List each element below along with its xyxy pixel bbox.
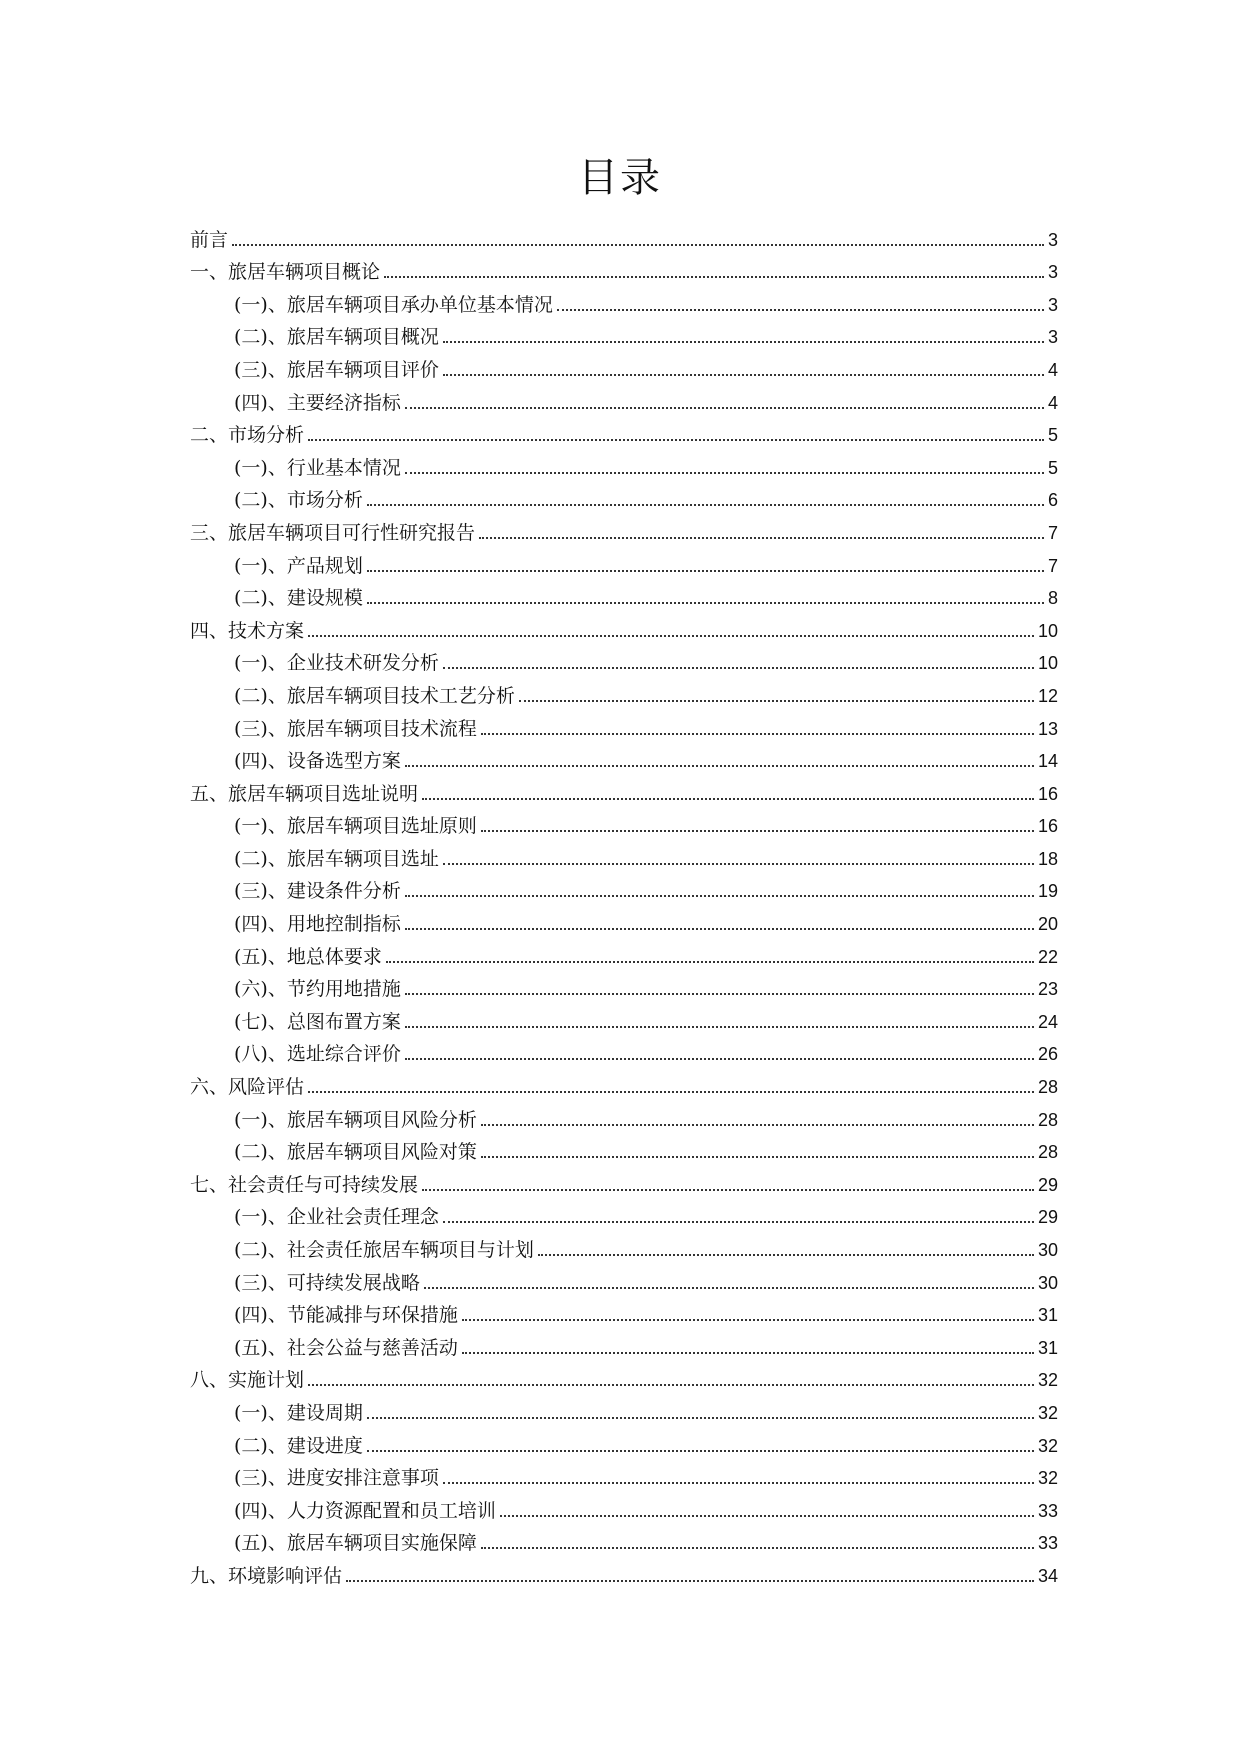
dot-leader: [346, 1580, 1034, 1582]
toc-entry-label: 五、旅居车辆项目选址说明: [190, 782, 419, 805]
dot-leader: [481, 733, 1034, 735]
toc-entry-page-number: 32: [1037, 1435, 1058, 1456]
dot-leader: [519, 700, 1034, 702]
toc-entry-label: 八、实施计划: [190, 1369, 305, 1392]
toc-entry-label: 前言: [190, 228, 229, 251]
toc-entry[interactable]: [190, 545, 1058, 578]
toc-entry-page-number: 4: [1047, 359, 1058, 380]
toc-entry-label: (二)、旅居车辆项目技术工艺分析: [234, 684, 515, 707]
toc-entry-label: (一)、产品规划: [234, 554, 363, 577]
dot-leader: [500, 1515, 1034, 1517]
dot-leader: [443, 341, 1044, 343]
toc-entry-page-number: 28: [1037, 1077, 1058, 1098]
toc-entry[interactable]: [190, 252, 1058, 285]
toc-entry-label: (一)、旅居车辆项目选址原则: [234, 815, 477, 838]
toc-entry-page-number: 3: [1047, 262, 1058, 283]
toc-entry-page-number: 24: [1037, 1011, 1058, 1032]
toc-entry-label: (一)、旅居车辆项目承办单位基本情况: [234, 293, 553, 316]
dot-leader: [462, 1319, 1034, 1321]
toc-entry[interactable]: [190, 480, 1058, 513]
toc-entry-label: (四)、设备选型方案: [234, 750, 401, 773]
dot-leader: [422, 1189, 1034, 1191]
toc-entry-label: (四)、节能减排与环保措施: [234, 1304, 458, 1327]
dot-leader: [386, 961, 1034, 963]
toc-entry-label: 四、技术方案: [190, 619, 305, 642]
dot-leader: [308, 635, 1034, 637]
toc-entry-label: (一)、企业技术研发分析: [234, 652, 439, 675]
toc-entry-page-number: 33: [1037, 1533, 1058, 1554]
toc-entry-label: 一、旅居车辆项目概论: [190, 261, 381, 284]
toc-entry[interactable]: [190, 1229, 1058, 1262]
toc-entry[interactable]: [190, 1066, 1058, 1099]
toc-entry-page-number: 16: [1037, 816, 1058, 837]
toc-entry[interactable]: [190, 317, 1058, 350]
dot-leader: [462, 1352, 1034, 1354]
dot-leader: [422, 798, 1034, 800]
toc-entry-label: (三)、建设条件分析: [234, 880, 401, 903]
toc-entry-page-number: 4: [1047, 392, 1058, 413]
toc-entry[interactable]: [190, 1490, 1058, 1523]
toc-entry-label: (二)、建设规模: [234, 587, 363, 610]
dot-leader: [481, 1124, 1034, 1126]
dot-leader: [405, 1058, 1034, 1060]
toc-entry-page-number: 5: [1047, 425, 1058, 446]
toc-entry-page-number: 14: [1037, 751, 1058, 772]
toc-entry-page-number: 7: [1047, 522, 1058, 543]
toc-entry-label: 二、市场分析: [190, 424, 305, 447]
toc-entry[interactable]: [190, 415, 1058, 448]
toc-entry-page-number: 6: [1047, 490, 1058, 511]
toc-entry-page-number: 34: [1037, 1565, 1058, 1586]
toc-entry-page-number: 19: [1037, 881, 1058, 902]
toc-entry-label: (一)、企业社会责任理念: [234, 1206, 439, 1229]
toc-entry-page-number: 30: [1037, 1272, 1058, 1293]
toc-entry[interactable]: [190, 1034, 1058, 1067]
toc-entry[interactable]: [190, 1327, 1058, 1360]
dot-leader: [479, 537, 1044, 539]
dot-leader: [481, 830, 1034, 832]
toc-entry[interactable]: [190, 1262, 1058, 1295]
toc-entry-page-number: 3: [1047, 294, 1058, 315]
dot-leader: [443, 863, 1034, 865]
toc-entry-label: 六、风险评估: [190, 1076, 305, 1099]
dot-leader: [232, 244, 1044, 246]
toc-entry[interactable]: [190, 512, 1058, 545]
toc-entry-page-number: 10: [1037, 653, 1058, 674]
toc-entry[interactable]: [190, 1555, 1058, 1588]
toc-entry[interactable]: [190, 969, 1058, 1002]
toc-entry[interactable]: [190, 1425, 1058, 1458]
toc-entry-label: (四)、用地控制指标: [234, 913, 401, 936]
toc-entry[interactable]: [190, 1197, 1058, 1230]
toc-entry[interactable]: [190, 643, 1058, 676]
dot-leader: [405, 765, 1034, 767]
toc-entry-page-number: 28: [1037, 1142, 1058, 1163]
toc-entry-page-number: 20: [1037, 914, 1058, 935]
toc-entry-label: (四)、主要经济指标: [234, 391, 401, 414]
dot-leader: [367, 504, 1044, 506]
toc-title: 目录: [578, 155, 662, 201]
dot-leader: [424, 1287, 1034, 1289]
toc-entry-page-number: 3: [1047, 229, 1058, 250]
toc-entry[interactable]: [190, 936, 1058, 969]
toc-entry-page-number: 18: [1037, 848, 1058, 869]
dot-leader: [308, 439, 1044, 441]
toc-entry[interactable]: [190, 284, 1058, 317]
dot-leader: [367, 1417, 1034, 1419]
toc-entry[interactable]: [190, 675, 1058, 708]
toc-entry-page-number: 31: [1037, 1305, 1058, 1326]
toc-entry-label: 七、社会责任与可持续发展: [190, 1173, 419, 1196]
toc-entry[interactable]: [190, 219, 1058, 252]
toc-entry-label: (五)、旅居车辆项目实施保障: [234, 1532, 477, 1555]
toc-entry-page-number: 12: [1037, 685, 1058, 706]
toc-entry-label: (三)、可持续发展战略: [234, 1271, 420, 1294]
toc-entry[interactable]: [190, 871, 1058, 904]
dot-leader: [557, 309, 1044, 311]
toc-entry-page-number: 31: [1037, 1337, 1058, 1358]
toc-entry-label: (二)、建设进度: [234, 1434, 363, 1457]
dot-leader: [443, 1221, 1034, 1223]
toc-entry-page-number: 23: [1037, 979, 1058, 1000]
dot-leader: [405, 407, 1044, 409]
table-of-contents: [190, 219, 1058, 1588]
toc-entry-label: (五)、地总体要求: [234, 945, 382, 968]
toc-entry-label: (二)、市场分析: [234, 489, 363, 512]
toc-entry-page-number: 5: [1047, 457, 1058, 478]
toc-entry[interactable]: [190, 1392, 1058, 1425]
toc-entry-label: (二)、社会责任旅居车辆项目与计划: [234, 1239, 534, 1261]
dot-leader: [481, 1547, 1034, 1549]
toc-entry[interactable]: [190, 1001, 1058, 1034]
toc-entry-page-number: 32: [1037, 1370, 1058, 1391]
toc-entry-label: (一)、建设周期: [234, 1401, 363, 1424]
toc-entry-page-number: 16: [1037, 783, 1058, 804]
toc-entry-page-number: 30: [1037, 1240, 1058, 1260]
toc-entry-page-number: 7: [1047, 555, 1058, 576]
dot-leader: [367, 1450, 1034, 1452]
toc-entry[interactable]: [190, 1523, 1058, 1556]
toc-entry-label: (七)、总图布置方案: [234, 1010, 401, 1033]
toc-entry-page-number: 32: [1037, 1402, 1058, 1423]
toc-entry[interactable]: [190, 708, 1058, 741]
dot-leader: [405, 895, 1034, 897]
toc-entry[interactable]: [190, 1132, 1058, 1165]
toc-entry-page-number: 29: [1037, 1174, 1058, 1195]
toc-entry[interactable]: [190, 806, 1058, 839]
dot-leader: [367, 570, 1044, 572]
toc-entry[interactable]: [190, 903, 1058, 936]
dot-leader: [384, 276, 1044, 278]
toc-entry-label: (一)、行业基本情况: [234, 456, 401, 479]
toc-entry-page-number: 10: [1037, 620, 1058, 641]
toc-entry[interactable]: [190, 741, 1058, 774]
toc-entry-label: (五)、社会公益与慈善活动: [234, 1336, 458, 1359]
dot-leader: [367, 602, 1044, 604]
dot-leader: [443, 374, 1044, 376]
toc-entry-label: 九、环境影响评估: [190, 1564, 343, 1587]
toc-entry-page-number: 29: [1037, 1207, 1058, 1228]
toc-entry[interactable]: [190, 773, 1058, 806]
toc-entry-label: (二)、旅居车辆项目风险对策: [234, 1141, 477, 1164]
toc-entry[interactable]: [190, 382, 1058, 415]
dot-leader: [405, 928, 1034, 930]
dot-leader: [308, 1384, 1034, 1386]
toc-entry-page-number: 8: [1047, 588, 1058, 609]
toc-entry-label: (八)、选址综合评价: [234, 1043, 401, 1066]
toc-entry-page-number: 32: [1037, 1468, 1058, 1489]
dot-leader: [443, 667, 1034, 669]
toc-entry-page-number: 13: [1037, 718, 1058, 739]
toc-entry[interactable]: [190, 610, 1058, 643]
toc-entry-label: (三)、进度安排注意事项: [234, 1467, 439, 1490]
toc-entry[interactable]: [190, 349, 1058, 382]
dot-leader: [308, 1091, 1034, 1093]
toc-entry-page-number: 22: [1037, 946, 1058, 967]
toc-entry[interactable]: [190, 1164, 1058, 1197]
toc-entry-page-number: 26: [1037, 1044, 1058, 1065]
toc-entry-label: (三)、旅居车辆项目评价: [234, 358, 439, 381]
dot-leader: [405, 472, 1044, 474]
toc-entry-page-number: 33: [1037, 1500, 1058, 1521]
toc-entry[interactable]: [190, 1295, 1058, 1328]
toc-entry[interactable]: [190, 578, 1058, 611]
toc-entry-label: (二)、旅居车辆项目概况: [234, 326, 439, 349]
toc-entry-label: (一)、旅居车辆项目风险分析: [234, 1108, 477, 1131]
toc-entry-page-number: 28: [1037, 1109, 1058, 1130]
dot-leader: [443, 1482, 1034, 1484]
toc-entry-label: (六)、节约用地措施: [234, 978, 401, 1001]
toc-entry[interactable]: [190, 447, 1058, 480]
toc-entry-label: (三)、旅居车辆项目技术流程: [234, 717, 477, 740]
toc-entry-label: (二)、旅居车辆项目选址: [234, 847, 439, 870]
toc-entry[interactable]: [190, 1099, 1058, 1132]
toc-entry[interactable]: [190, 1360, 1058, 1393]
dot-leader: [405, 1026, 1034, 1028]
toc-entry-page-number: 3: [1047, 327, 1058, 348]
toc-entry[interactable]: [190, 1458, 1058, 1491]
dot-leader: [538, 1254, 1034, 1256]
dot-leader: [481, 1156, 1034, 1158]
toc-entry-label: 三、旅居车辆项目可行性研究报告: [190, 521, 476, 544]
dot-leader: [405, 993, 1034, 995]
toc-entry[interactable]: [190, 838, 1058, 871]
toc-entry-label: (四)、人力资源配置和员工培训: [234, 1499, 496, 1522]
